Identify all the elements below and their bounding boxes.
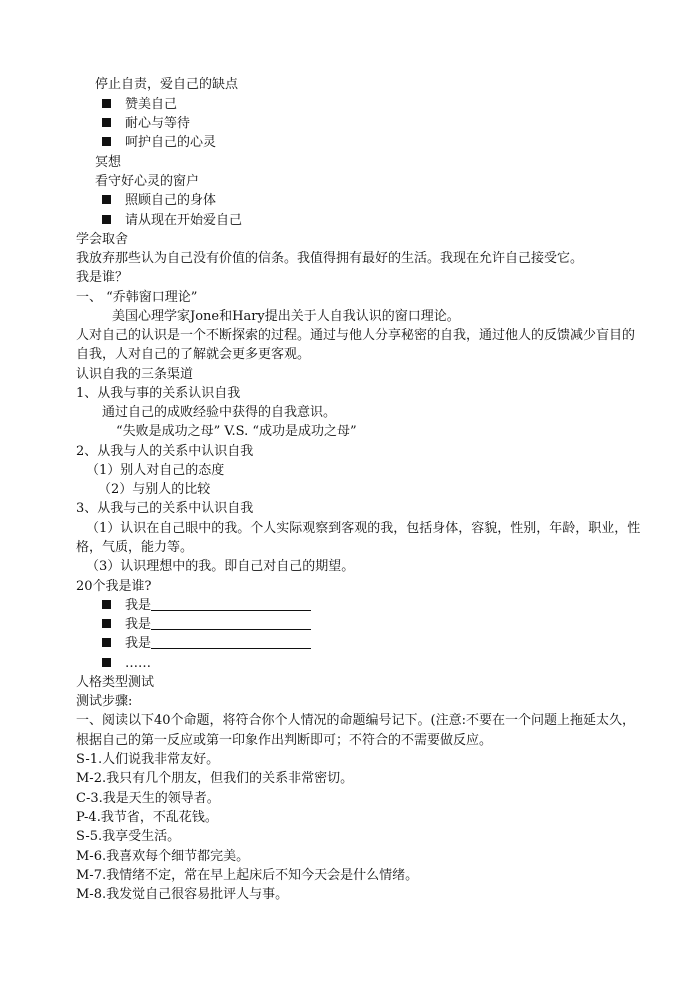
test-item: C-3.我是天生的领导者。 <box>76 791 220 806</box>
list-item <box>102 115 190 133</box>
paragraph: 人对自己的认识是一个不断探索的过程。通过与他人分享秘密的自我，通过他人的反馈减少盲目的 <box>76 328 636 343</box>
blank-line <box>151 598 311 611</box>
list-item <box>102 635 311 653</box>
paragraph: 格，气质，能力等。 <box>76 540 194 555</box>
subheading: 1、从我与事的关系认识自我 <box>76 386 241 401</box>
test-item: S-5.我享受生活。 <box>76 829 181 844</box>
list-item-text: 我是 <box>125 636 152 651</box>
subheading: 3、从我与己的关系中认识自我 <box>76 501 254 516</box>
list-item-text: …… <box>125 656 151 671</box>
list-item <box>102 212 242 230</box>
list-item-text: 呵护自己的心灵 <box>125 135 217 150</box>
list-item <box>102 96 177 114</box>
test-item: M-6.我喜欢每个细节都完美。 <box>76 849 250 864</box>
paragraph: 通过自己的成败经验中获得的自我意识。 <box>102 405 337 420</box>
test-item: M-7.我情绪不定，常在早上起床后不知今天会是什么情绪。 <box>76 868 419 883</box>
subheading: 测试步骤: <box>76 694 133 709</box>
list-item-text: 耐心与等待 <box>125 116 191 131</box>
list-item: （2）与别人的比较 <box>98 482 211 497</box>
square-bullet-icon <box>102 658 111 667</box>
square-bullet-icon <box>102 600 111 609</box>
list-item <box>102 616 311 634</box>
blank-line <box>151 636 311 649</box>
test-item: M-8.我发觉自己很容易批评人与事。 <box>76 887 289 902</box>
square-bullet-icon <box>102 619 111 628</box>
paragraph: 自我，人对自己的了解就会更多更客观。 <box>76 347 311 362</box>
list-item-text: 照顾自己的身体 <box>125 193 217 208</box>
list-item-text: 赞美自己 <box>125 97 178 112</box>
square-bullet-icon <box>102 638 111 647</box>
test-item: P-4.我节省，不乱花钱。 <box>76 810 218 825</box>
list-item <box>102 597 311 615</box>
quote: “失败是成功之母” V.S. “成功是成功之母” <box>116 424 357 439</box>
list-item-text: 我是 <box>125 617 152 632</box>
square-bullet-icon <box>102 99 111 108</box>
list-item <box>102 655 151 673</box>
heading-personality-test: 人格类型测试 <box>76 675 155 690</box>
subheading: 2、从我与人的关系中认识自我 <box>76 444 254 459</box>
blank-line <box>151 617 311 630</box>
list-item-text: 我是 <box>125 598 152 613</box>
square-bullet-icon <box>102 215 111 224</box>
heading-twenty-who: 20个我是谁? <box>76 579 152 594</box>
heading-who-am-i: 我是谁？ <box>76 270 129 285</box>
list-item-text: 请从现在开始爱自己 <box>125 213 243 228</box>
heading-meditation: 冥想 <box>95 155 122 170</box>
square-bullet-icon <box>102 137 111 146</box>
square-bullet-icon <box>102 195 111 204</box>
test-item: S-1.人们说我非常友好。 <box>76 752 220 767</box>
list-item <box>102 134 216 152</box>
heading-choices: 学会取舍 <box>76 232 129 247</box>
paragraph: 我放弃那些认为自己没有价值的信条。我值得拥有最好的生活。我现在允许自己接受它。 <box>76 251 584 266</box>
list-item <box>102 192 216 210</box>
test-item: M-2.我只有几个朋友，但我们的关系非常密切。 <box>76 771 354 786</box>
paragraph: 美国心理学家Jone和Hary提出关于人自我认识的窗口理论。 <box>112 309 460 324</box>
paragraph: 一、阅读以下40个命题，将符合你个人情况的命题编号记下。(注意:不要在一个问题上拖延太久， <box>76 713 635 728</box>
heading-guard-window: 看守好心灵的窗户 <box>95 174 200 189</box>
heading-stop-self-blame: 停止自责，爱自己的缺点 <box>95 77 239 92</box>
paragraph: （3）认识理想中的我。即自己对自己的期望。 <box>86 559 355 574</box>
section-johari-title: 一、 “乔韩窗口理论” <box>76 290 198 305</box>
square-bullet-icon <box>102 118 111 127</box>
paragraph: （1）认识在自己眼中的我。个人实际观察到客观的我，包括身体，容貌，性别，年龄，职业，性 <box>86 521 641 536</box>
heading-three-channels: 认识自我的三条渠道 <box>76 367 194 382</box>
paragraph: 根据自己的第一反应或第一印象作出判断即可；不符合的不需要做反应。 <box>76 733 493 748</box>
list-item: （1）别人对自己的态度 <box>86 463 225 478</box>
